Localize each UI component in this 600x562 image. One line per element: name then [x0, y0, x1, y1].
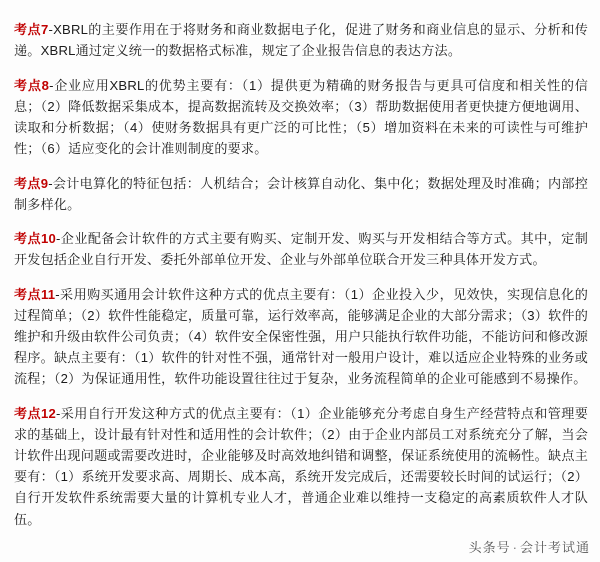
- exam-point-paragraph: [14, 19, 588, 61]
- exam-point-label: 考点12: [14, 405, 56, 421]
- exam-point-text: -采用购买通用会计软件这种方式的优点主要有：（1）企业投入少，见效快，实现信息化的过程简单；（2）软件性能稳定，质量可靠，运行效率高，能够满足企业的大部分需求；（3）软件的维护和升级由软件公司负责；（4）软件安全保密性强，用户只能执行软件功能，不能访问和修改源程序。缺点主要有：（1）软件的针对性不强，通常针对一般用户设计，难以适应企业特殊的业务或流程；（2）为保证通用性，软件功能设置往往过于复杂，业务流程简单的企业可能感到不易操作。: [14, 286, 588, 387]
- exam-point-block: [14, 19, 588, 61]
- exam-point-paragraph: [14, 403, 588, 530]
- exam-point-text: -XBRL的主要作用在于将财务和商业数据电子化，促进了财务和商业信息的显示、分析和传递。XBRL通过定义统一的数据格式标准，规定了企业报告信息的表达方法。: [14, 22, 588, 59]
- exam-point-block: [14, 75, 588, 160]
- watermark-source: 头条号: [468, 540, 511, 555]
- exam-point-label: 考点7: [14, 22, 49, 38]
- watermark-separator: ·: [512, 540, 518, 555]
- exam-point-label: 考点10: [14, 231, 57, 246]
- exam-point-block: [14, 284, 588, 390]
- exam-point-paragraph: [14, 284, 588, 390]
- exam-point-block: [14, 228, 588, 270]
- exam-point-label: 考点8: [14, 77, 50, 93]
- exam-point-text: -会计电算化的特征包括：人机结合；会计核算自动化、集中化；数据处理及时准确；内部控制多样化。: [14, 175, 588, 212]
- exam-point-paragraph: [14, 173, 588, 215]
- exam-point-text: -采用自行开发这种方式的优点主要有：（1）企业能够充分考虑自身生产经营特点和管理要求的基础上，设计最有针对性和适用性的会计软件；（2）由于企业内部员工对系统充分了解，当会计软件出现问题或需要改进时，企业能够及时高效地纠错和调整，保证系统使用的流畅性。缺点主要有：（1）系统开发要求高、周期长、成本高，系统开发完成后，还需要较长时间的试运行；（2）自行开发软件系统需要大量的计算机专业人才，普通企业难以维持一支稳定的高素质软件人才队伍。: [14, 405, 588, 527]
- exam-point-paragraph: [14, 75, 588, 160]
- exam-point-block: [14, 173, 588, 215]
- watermark: [469, 537, 590, 556]
- exam-point-block: [14, 403, 588, 530]
- exam-point-text: -企业配备会计软件的方式主要有购买、定制开发、购买与开发相结合等方式。其中，定制开发包括企业自行开发、委托外部单位开发、企业与外部单位联合开发三种具体开发方式。: [14, 231, 588, 268]
- exam-point-label: 考点11: [14, 286, 56, 302]
- watermark-account: 会计考试通: [519, 540, 590, 555]
- exam-point-paragraph: [14, 228, 588, 270]
- exam-point-label: 考点9: [14, 175, 49, 191]
- exam-point-text: -企业应用XBRL的优势主要有：（1）提供更为精确的财务报告与更具可信度和相关性的信息；（2）降低数据采集成本，提高数据流转及交换效率；（3）帮助数据使用者更快捷方便地调用、读取和分析数据；（4）使财务数据具有更广泛的可比性；（5）增加资料在未来的可读性与可维护性；（6）适应变化的会计准则制度的要求。: [14, 77, 588, 157]
